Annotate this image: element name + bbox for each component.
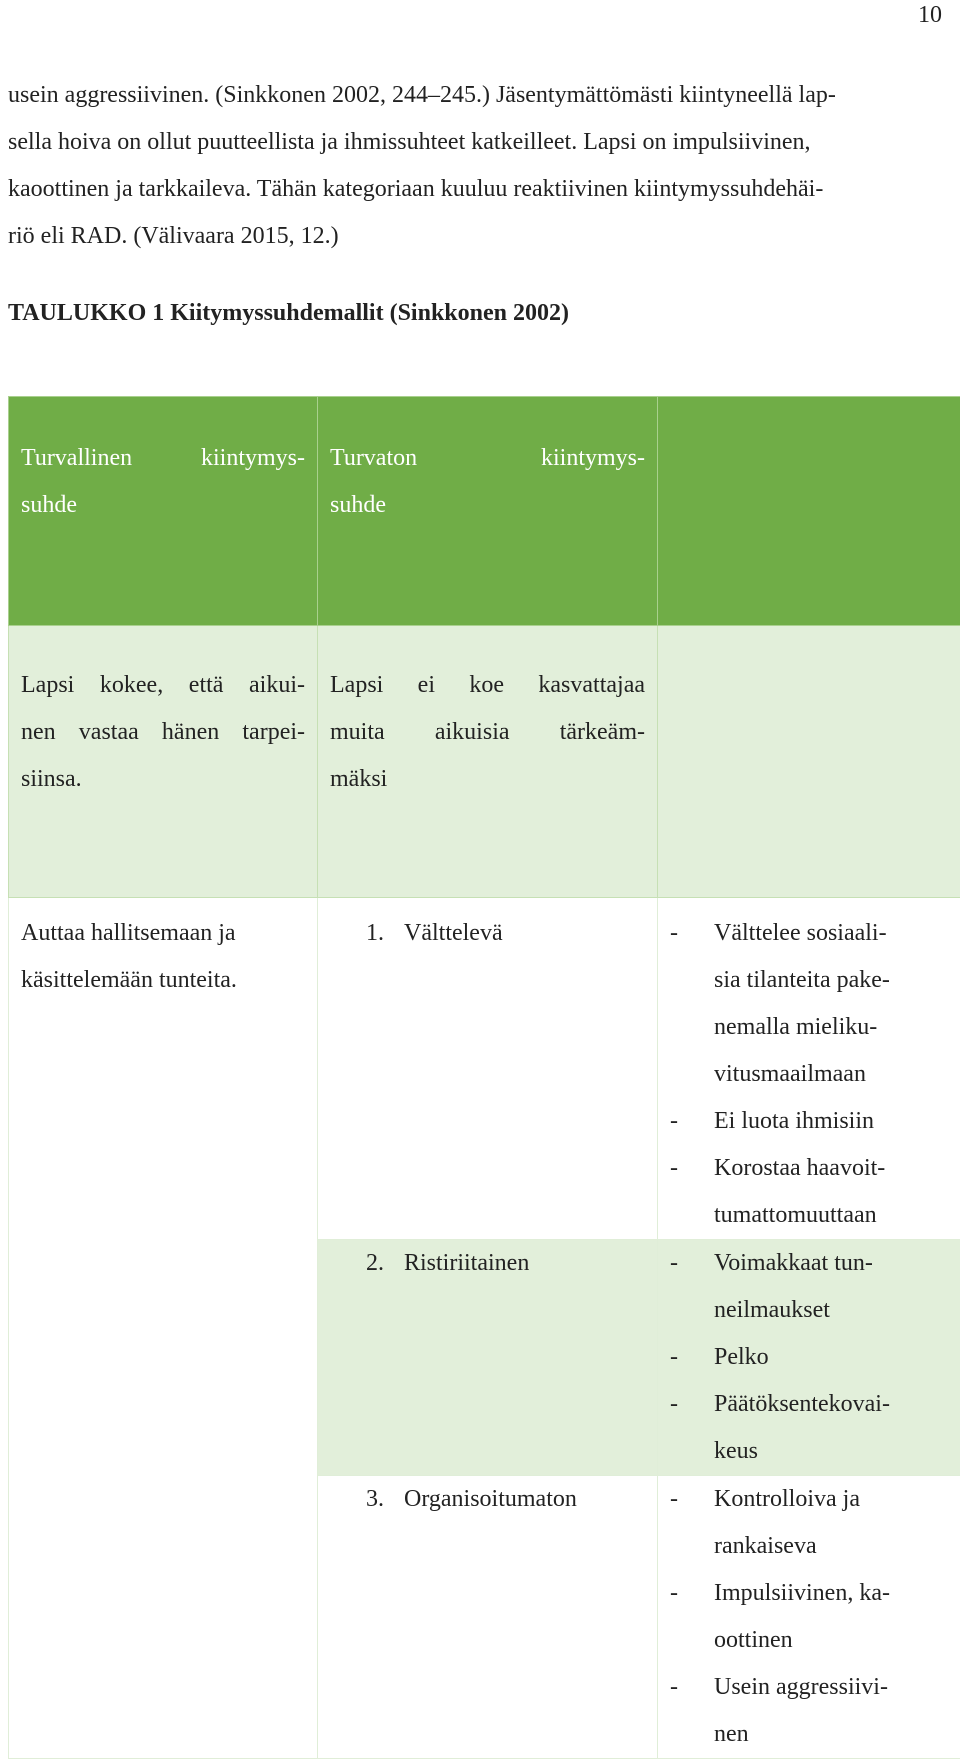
type-traits-cell (658, 1476, 960, 1759)
secure-extra-description (9, 898, 318, 1759)
description-line: Lapsi ei koe kasvattajaa (330, 662, 645, 709)
attachment-models-table (8, 396, 960, 1759)
dash-marker: - (670, 1240, 678, 1287)
header-text-line: Turvallinen kiintymys- (21, 435, 305, 482)
dash-marker: - (670, 1145, 678, 1192)
header-text-line: suhde (330, 482, 645, 529)
type-name: Organisoitumaton (404, 1486, 577, 1512)
trait-line: nen (714, 1711, 960, 1758)
table-description-row (9, 626, 960, 898)
trait-list (658, 910, 960, 1239)
trait-item (658, 1664, 960, 1758)
dash-marker: - (670, 1381, 678, 1428)
trait-item (658, 1381, 960, 1475)
trait-line: neilmaukset (714, 1287, 960, 1334)
table-title: TAULUKKO 1 Kiitymyssuhdemallit (Sinkkonen 2002) (8, 290, 569, 337)
trait-line: Korostaa haavoit- (714, 1145, 960, 1192)
trait-line: nemalla mieliku- (714, 1004, 960, 1051)
dash-marker: - (670, 1664, 678, 1711)
header-empty-cell (658, 397, 960, 626)
dash-marker: - (670, 1334, 678, 1381)
body-line: kaoottinen ja tarkkaileva. Tähän kategoriaan kuuluu reaktiivinen kiintymyssuhdehäi- (8, 166, 948, 213)
trait-item (658, 910, 960, 1098)
type-traits-cell (658, 1240, 960, 1476)
type-name: Välttelevä (404, 920, 503, 946)
secure-description (9, 626, 318, 898)
body-line: sella hoiva on ollut puutteellista ja ihmissuhteet katkeilleet. Lapsi on impulsiivinen, (8, 119, 948, 166)
description-line: Lapsi kokee, että aikui- (21, 662, 305, 709)
trait-item (658, 1240, 960, 1334)
description-empty-cell (658, 626, 960, 898)
trait-line: Pelko (714, 1334, 960, 1381)
trait-line: Voimakkaat tun- (714, 1240, 960, 1287)
trait-line: Välttelee sosiaali- (714, 910, 960, 957)
description-line: muita aikuisia tärkeäm- (330, 709, 645, 756)
trait-list (658, 1476, 960, 1758)
trait-line: tumattomuuttaan (714, 1192, 960, 1239)
header-text-line: suhde (21, 482, 305, 529)
trait-item (658, 1570, 960, 1664)
description-line: siinsa. (21, 756, 305, 803)
trait-line: sia tilanteita pake- (714, 957, 960, 1004)
trait-line: Kontrolloiva ja (714, 1476, 960, 1523)
trait-item (658, 1098, 960, 1145)
description-line: mäksi (330, 756, 645, 803)
description-line: käsittelemään tunteita. (21, 957, 317, 1004)
trait-line: rankaiseva (714, 1523, 960, 1570)
body-line: usein aggressiivinen. (Sinkkonen 2002, 244–245.) Jäsentymättömästi kiintyneellä lap- (8, 72, 948, 119)
table-header-row (9, 397, 960, 626)
trait-line: oottinen (714, 1617, 960, 1664)
body-line: riö eli RAD. (Välivaara 2015, 12.) (8, 213, 948, 260)
type-traits-cell (658, 898, 960, 1240)
header-text-line: Turvaton kiintymys- (330, 435, 645, 482)
dash-marker: - (670, 1476, 678, 1523)
trait-line: Ei luota ihmisiin (714, 1098, 960, 1145)
trait-line: vitusmaailmaan (714, 1051, 960, 1098)
trait-list (658, 1240, 960, 1475)
dash-marker: - (670, 1098, 678, 1145)
insecure-description (318, 626, 658, 898)
body-paragraph (8, 72, 948, 260)
type-number: 2. (366, 1240, 404, 1287)
type-name-cell (318, 1240, 658, 1476)
description-line: nen vastaa hänen tarpei- (21, 709, 305, 756)
type-name: Ristiriitainen (404, 1250, 529, 1276)
trait-item (658, 1334, 960, 1381)
dash-marker: - (670, 910, 678, 957)
trait-line: Impulsiivinen, ka- (714, 1570, 960, 1617)
page-number: 10 (918, 0, 942, 30)
header-insecure-attachment (318, 397, 658, 626)
trait-item (658, 1476, 960, 1570)
type-number: 3. (366, 1476, 404, 1523)
dash-marker: - (670, 1570, 678, 1617)
table-row-avoidant (9, 898, 960, 1240)
description-line: Auttaa hallitsemaan ja (21, 910, 317, 957)
type-name-cell (318, 1476, 658, 1759)
trait-line: Usein aggressiivi- (714, 1664, 960, 1711)
trait-item (658, 1145, 960, 1239)
header-secure-attachment (9, 397, 318, 626)
type-name-cell (318, 898, 658, 1240)
trait-line: Päätöksentekovai- (714, 1381, 960, 1428)
type-number: 1. (366, 910, 404, 957)
trait-line: keus (714, 1428, 960, 1475)
